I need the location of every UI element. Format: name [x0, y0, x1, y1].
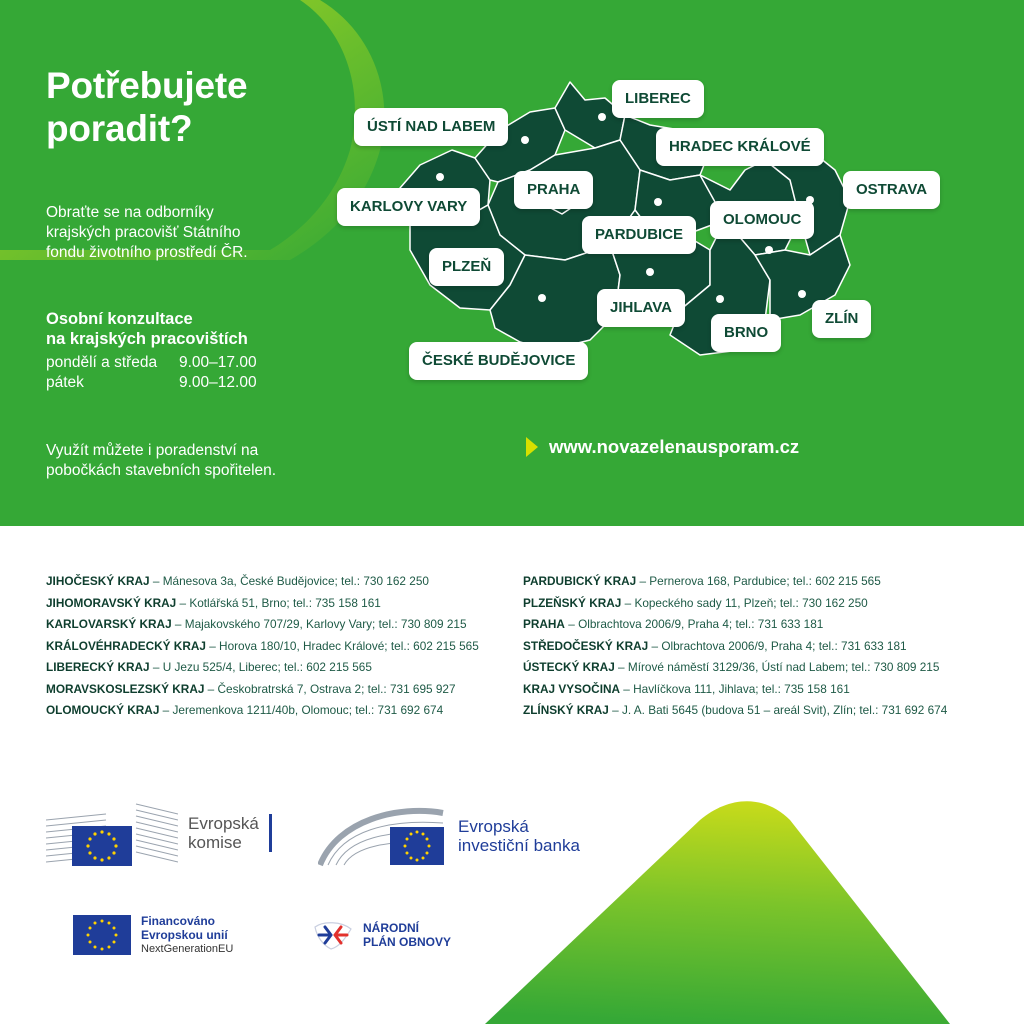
region-contact: – Olbrachtova 2006/9, Praha 4; tel.: 731 633 181	[564, 617, 824, 631]
logo-european-investment-bank	[318, 805, 580, 867]
logo-text-line: Evropská	[188, 814, 259, 833]
european-commission-building-icon	[46, 800, 178, 866]
contact-line	[46, 636, 479, 658]
eib-name	[458, 817, 580, 855]
city-dot	[765, 246, 773, 254]
logo-text-line: Evropskou unií	[141, 928, 228, 942]
npo-name	[363, 921, 451, 949]
hours-time: 9.00–17.00	[179, 354, 257, 371]
city-dot	[716, 295, 724, 303]
city-dot	[598, 113, 606, 121]
city-label-liberec: LIBEREC	[612, 80, 704, 118]
city-label-karlovy-vary: KARLOVY VARY	[337, 188, 480, 226]
city-dot	[538, 294, 546, 302]
contact-line	[523, 636, 947, 658]
city-label-zlin: ZLÍN	[812, 300, 871, 338]
contact-line	[523, 571, 947, 593]
consultation-line: na krajských pracovištích	[46, 330, 248, 348]
city-label-budejovice: ČESKÉ BUDĚJOVICE	[409, 342, 588, 380]
region-name: PRAHA	[523, 617, 565, 631]
hours-row	[46, 353, 257, 373]
region-contact: – Pernerova 168, Pardubice; tel.: 602 215 565	[636, 574, 881, 588]
city-label-olomouc: OLOMOUC	[710, 201, 814, 239]
city-dot	[646, 268, 654, 276]
contact-line	[523, 593, 947, 615]
logo-text-line: NÁRODNÍ	[363, 921, 419, 935]
logo-text-line: investiční banka	[458, 836, 580, 855]
european-commission-name	[188, 814, 272, 852]
consultation-line: Osobní konzultace	[46, 310, 193, 328]
logo-narodni-plan-obnovy	[311, 917, 451, 953]
intro-line: Obraťte se na odborníky	[46, 204, 214, 221]
city-label-usti: ÚSTÍ NAD LABEM	[354, 108, 508, 146]
region-contact: – Mírové náměstí 3129/36, Ústí nad Labem; tel.: 730 809 215	[614, 660, 940, 674]
city-label-ostrava: OSTRAVA	[843, 171, 940, 209]
arrow-right-icon	[526, 437, 538, 457]
region-contact: – Mánesova 3a, České Budějovice; tel.: 730 162 250	[149, 574, 429, 588]
region-name: KRÁLOVÉHRADECKÝ KRAJ	[46, 638, 206, 653]
contact-line	[523, 657, 947, 679]
contact-line	[46, 571, 479, 593]
city-label-hradec: HRADEC KRÁLOVÉ	[656, 128, 824, 166]
logo-european-commission	[46, 800, 272, 866]
region-contact: – Majakovského 707/29, Karlovy Vary; tel.: 730 809 215	[171, 617, 467, 631]
extra-info	[46, 441, 326, 481]
title-line: Potřebujete	[46, 65, 248, 106]
region-name: JIHOMORAVSKÝ KRAJ	[46, 595, 177, 610]
hours-time: 9.00–12.00	[179, 374, 257, 391]
hours-day: pátek	[46, 374, 84, 391]
contact-line	[46, 614, 479, 636]
logo-text-line: Financováno	[141, 914, 216, 928]
region-name: ZLÍNSKÝ KRAJ	[523, 703, 609, 717]
contacts-list-left	[46, 571, 479, 722]
region-name: PLZEŇSKÝ KRAJ	[523, 595, 622, 610]
contact-line	[523, 614, 947, 636]
city-dot	[436, 173, 444, 181]
city-dot	[521, 136, 529, 144]
city-dot	[654, 198, 662, 206]
region-name: LIBERECKÝ KRAJ	[46, 660, 150, 674]
region-contact: – Českobratrská 7, Ostrava 2; tel.: 731 695 927	[204, 681, 456, 696]
website-url[interactable]: www.novazelenausporam.cz	[549, 436, 800, 457]
ngeu-name	[141, 914, 233, 956]
region-name: MORAVSKOSLEZSKÝ KRAJ	[46, 681, 205, 696]
region-contact: – J. A. Bati 5645 (budova 51 – areál Svit), Zlín; tel.: 731 692 674	[608, 703, 948, 717]
hours-row	[46, 373, 257, 393]
region-name: STŘEDOČESKÝ KRAJ	[523, 638, 649, 653]
region-name: PARDUBICKÝ KRAJ	[523, 574, 637, 588]
extra-line: Využít můžete i poradenství na	[46, 442, 259, 459]
region-contact: – Kopeckého sady 11, Plzeň; tel.: 730 162 250	[621, 595, 868, 610]
website-link[interactable]	[526, 436, 799, 458]
title-line: poradit?	[46, 108, 193, 149]
extra-line: pobočkách stavebních spořitelen.	[46, 462, 277, 479]
contact-line	[523, 700, 947, 722]
city-label-plzen: PLZEŇ	[429, 248, 504, 286]
region-contact: – Havlíčkova 111, Jihlava; tel.: 735 158 161	[620, 681, 850, 696]
region-name: ÚSTECKÝ KRAJ	[523, 660, 615, 674]
eib-arc-icon	[318, 805, 444, 867]
opening-hours	[46, 353, 257, 393]
region-contact: – Horova 180/10, Hradec Králové; tel.: 602 215 565	[205, 638, 479, 653]
logo-text-line: NextGenerationEU	[141, 943, 234, 955]
hours-day: pondělí a středa	[46, 354, 158, 371]
contacts-list-right	[523, 571, 947, 722]
npo-symbol-icon	[311, 917, 355, 953]
contact-line	[46, 657, 479, 679]
region-contact: – Olbrachtova 2006/9, Praha 4; tel.: 731 633 181	[648, 638, 907, 653]
contact-line	[46, 700, 479, 722]
contact-line	[523, 679, 947, 701]
region-contact: – Jeremenkova 1211/40b, Olomouc; tel.: 731 692 674	[159, 703, 444, 717]
page-title	[46, 64, 247, 150]
contact-line	[46, 679, 479, 701]
city-dot	[798, 290, 806, 298]
region-name: KARLOVARSKÝ KRAJ	[46, 617, 172, 631]
intro-text	[46, 203, 296, 263]
city-label-brno: BRNO	[711, 314, 781, 352]
intro-line: fondu životního prostředí ČR.	[46, 244, 248, 261]
region-contact: – Kotlářská 51, Brno; tel.: 735 158 161	[176, 595, 381, 610]
region-contact: – U Jezu 525/4, Liberec; tel.: 602 215 565	[149, 660, 372, 674]
eu-flag-icon	[73, 915, 131, 955]
logo-next-generation-eu	[73, 914, 233, 956]
city-label-pardubice: PARDUBICE	[582, 216, 696, 254]
city-label-jihlava: JIHLAVA	[597, 289, 685, 327]
city-label-praha: PRAHA	[514, 171, 593, 209]
logo-text-line: PLÁN OBNOVY	[363, 935, 452, 949]
region-name: OLOMOUCKÝ KRAJ	[46, 703, 160, 717]
region-name: JIHOČESKÝ KRAJ	[46, 574, 150, 588]
logo-text-line: Evropská	[458, 817, 529, 836]
contact-line	[46, 593, 479, 615]
intro-line: krajských pracovišť Státního	[46, 224, 241, 241]
logo-text-line: komise	[188, 833, 242, 852]
consultation-heading	[46, 309, 248, 349]
region-name: KRAJ VYSOČINA	[523, 681, 621, 696]
